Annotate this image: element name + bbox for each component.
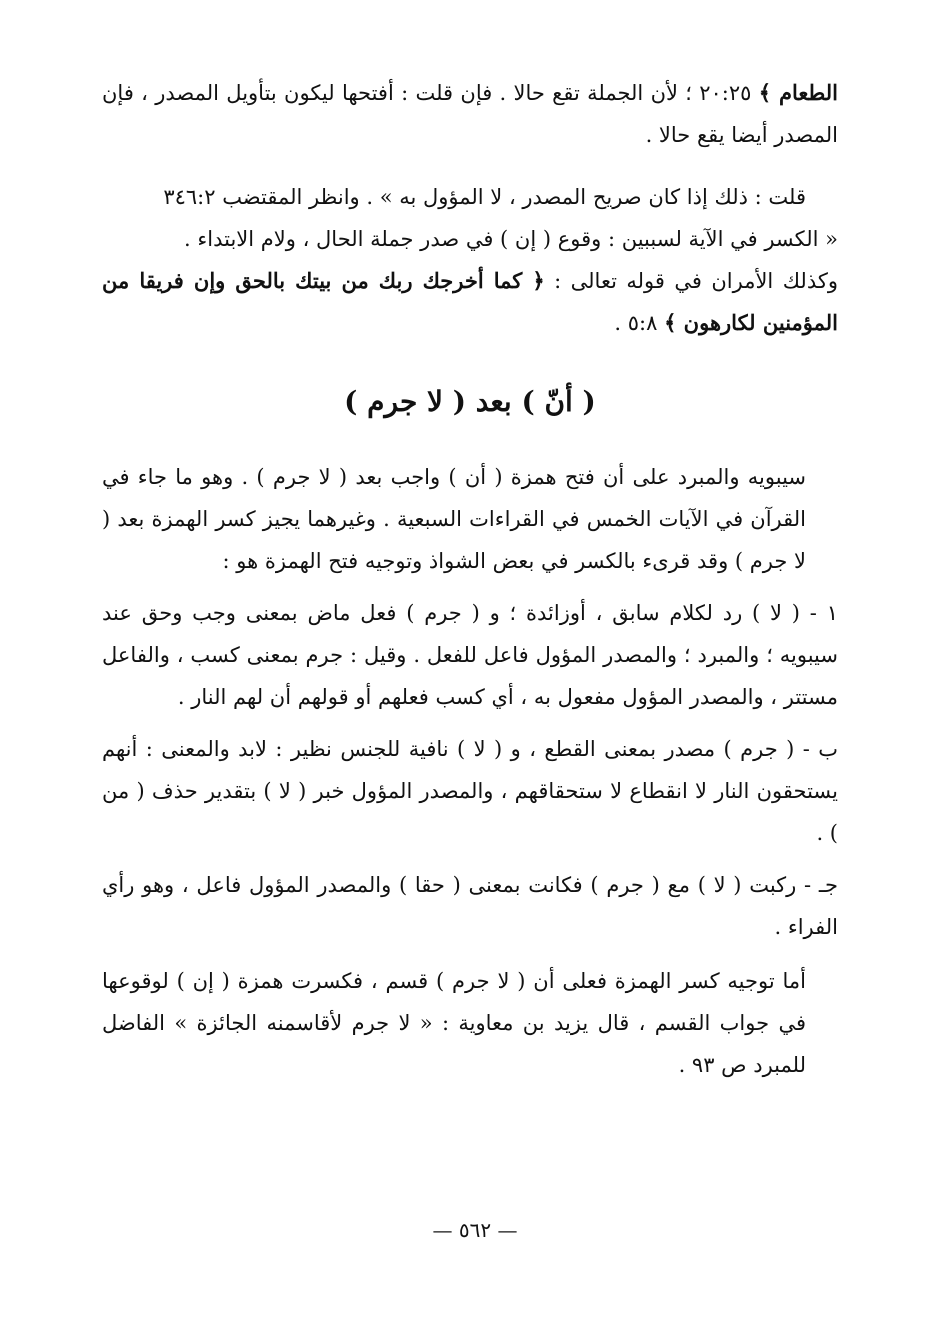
paragraph-intro: سيبويه والمبرد على أن فتح همزة ( أن ) واجب بعد ( لا جرم ) . وهو ما جاء في القرآن في الآيات الخمس في القراءات السبعية . وغيرهما يجيز كسر الهمزة بعد ( لا جرم ) وقد قرىء بالكسر في بعض الشواذ وتوجيه فتح الهمزة هو : [102, 465, 806, 573]
paragraph-verse [102, 218, 838, 344]
paragraph-kasr: أما توجيه كسر الهمزة فعلى أن ( لا جرم ) قسم ، فكسرت همزة ( إن ) لوقوعها في جواب القسم ، قال يزيد بن معاوية : « لا جرم لأقاسمنه الجائزة » الفاضل للمبرد ص ٩٣ . [102, 969, 806, 1077]
section-ba: ب - ( جرم ) مصدر بمعنى القطع ، و ( لا ) نافية للجنس نظير : لابد والمعنى : أنهم يستحقون النار لا انقطاع لا ستحقاقهم ، والمصدر المؤول خبر ( لا ) بتقدير حذف ( من ) . [102, 737, 838, 845]
paragraph-line: « الكسر في الآية لسببين : وقوع ( إن ) في صدر جملة الحال ، ولام الابتداء . [184, 227, 838, 251]
paragraph-continuation [102, 72, 838, 156]
verse-reference: ٥:٨ . [614, 311, 658, 335]
page-number: — ٥٦٢ — [432, 1218, 518, 1242]
paragraph-text: ٢٠:٢٥ ؛ لأن الجملة تقع حالا . فإن قلت : أفتحها ليكون بتأويل المصدر ، فإن المصدر أيضا يقع حالا . [102, 81, 838, 147]
section-heading: ( أنّ ) بعد ( لا جرم ) [344, 385, 596, 418]
section-jim: جـ - ركبت ( لا ) مع ( جرم ) فكانت بمعنى ( حقا ) والمصدر المؤول فاعل ، وهو رأي الفراء . [102, 873, 838, 939]
paragraph-muqtadab: قلت : ذلك إذا كان صريح المصدر ، لا المؤول به » . وانظر المقتضب ٣٤٦:٢ [163, 185, 806, 209]
quran-verse: ﴿ كما أخرجك ربك من بيتك بالحق وإن فريقا من المؤمنين لكارهون ﴾ [102, 268, 838, 335]
section-alif: ١ - ( لا ) رد لكلام سابق ، أوزائدة ؛ و ( جرم ) فعل ماض بمعنى وجب وحق عند سيبويه ؛ والمبرد ؛ والمصدر المؤول فاعل للفعل . وقيل : جرم بمعنى كسب ، والفاعل مستتر ، والمصدر المؤول مفعول به ، أي كسب فعلهم أو قولهم أن لهم النار . [102, 601, 838, 709]
quote-tail: الطعام ﴾ [758, 80, 838, 105]
verse-intro: وكذلك الأمران في قوله تعالى : [554, 269, 838, 293]
